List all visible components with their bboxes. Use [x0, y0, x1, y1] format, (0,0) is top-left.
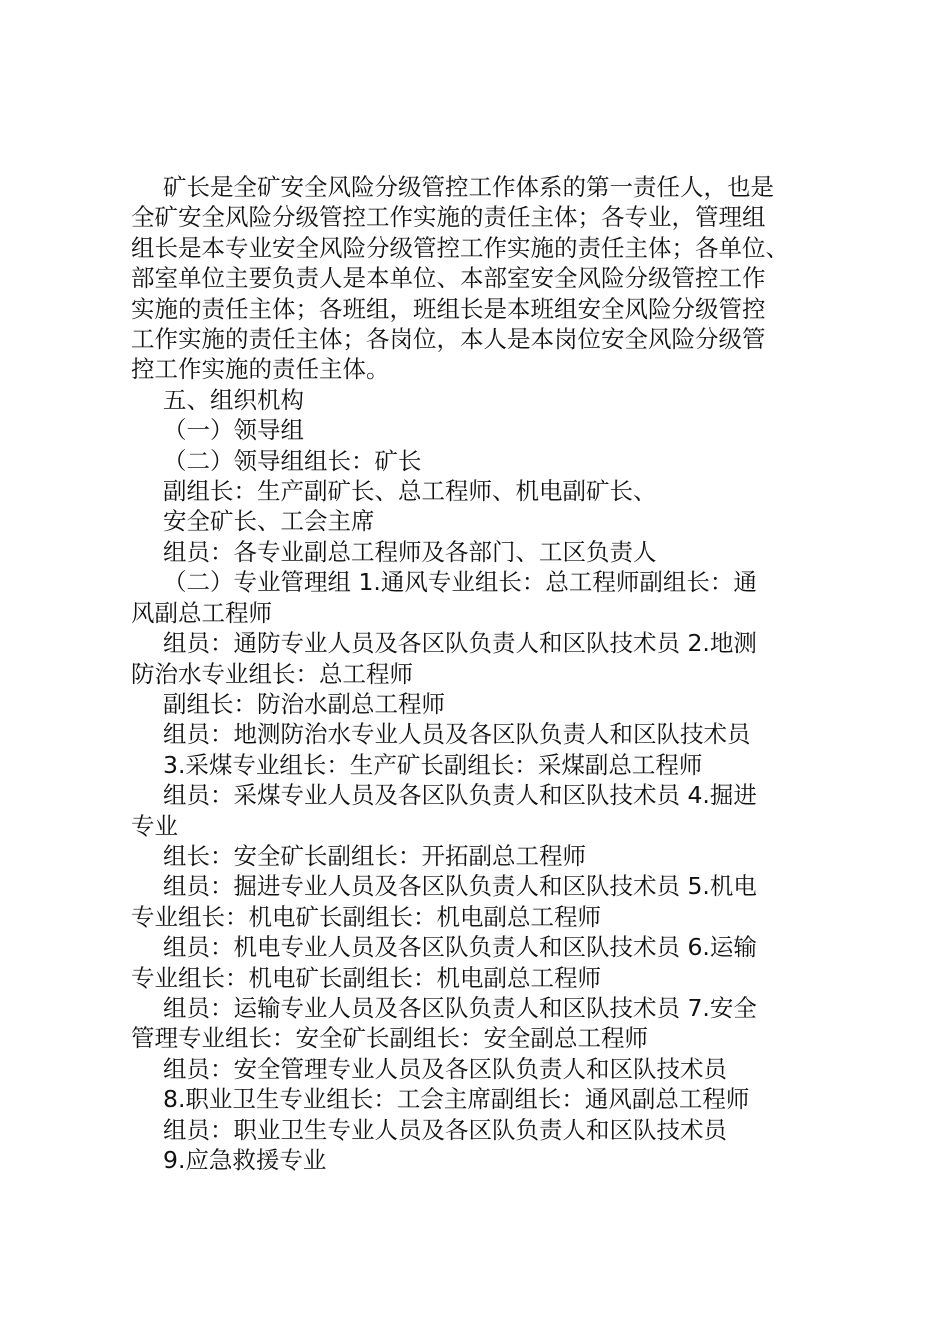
org-line: 9.应急救援专业: [163, 1146, 327, 1174]
org-line: 组员：地测防治水专业人员及各区队负责人和区队技术员: [163, 720, 751, 749]
section-heading: 五、组织机构: [163, 385, 304, 414]
org-line: 防治水专业组长：总工程师: [131, 659, 413, 688]
org-line: 风副总工程师: [131, 598, 272, 627]
intro-line: 矿长是全矿安全风险分级管控工作体系的第一责任人，也是: [163, 173, 774, 201]
org-line: 组长：安全矿长副组长：开拓副总工程师: [163, 841, 586, 870]
org-line: 副组长：防治水副总工程师: [163, 689, 445, 718]
intro-line: 部室单位主要负责人是本单位、本部室安全风险分级管控工作: [131, 264, 766, 293]
org-line: 组员：各专业副总工程师及各部门、工区负责人: [163, 537, 657, 566]
document-page: [131, 172, 821, 1175]
org-line: 8.职业卫生专业组长：工会主席副组长：通风副总工程师: [163, 1085, 750, 1114]
intro-line: 全矿安全风险分级管控工作实施的责任主体；各专业，管理组: [131, 203, 766, 232]
org-line: 专业: [131, 811, 178, 840]
intro-paragraph: [131, 172, 821, 385]
org-line: 管理专业组长：安全矿长副组长：安全副总工程师: [131, 1024, 648, 1053]
org-line: 安全矿长、工会主席: [163, 507, 375, 536]
org-line: 专业组长：机电矿长副组长：机电副总工程师: [131, 902, 601, 931]
org-line: （一）领导组: [163, 416, 304, 445]
intro-line: 控工作实施的责任主体。: [131, 355, 390, 384]
org-line: 组员：机电专业人员及各区队负责人和区队技术员 6.运输: [163, 933, 757, 962]
org-line: 副组长：生产副矿长、总工程师、机电副矿长、: [163, 477, 657, 506]
org-line: 专业组长：机电矿长副组长：机电副总工程师: [131, 963, 601, 992]
org-line: 组员：运输专业人员及各区队负责人和区队技术员 7.安全: [163, 993, 757, 1022]
org-line: （二）领导组组长：矿长: [163, 446, 422, 475]
org-line: 组员：通防专业人员及各区队负责人和区队技术员 2.地测: [163, 629, 757, 658]
org-line: 3.采煤专业组长：生产矿长副组长：采煤副总工程师: [163, 750, 703, 779]
org-structure-list: [131, 415, 821, 1175]
org-line: 组员：采煤专业人员及各区队负责人和区队技术员 4.掘进: [163, 781, 757, 810]
org-line: （二）专业管理组 1.通风专业组长：总工程师副组长：通: [163, 568, 757, 597]
org-line: 组员：掘进专业人员及各区队负责人和区队技术员 5.机电: [163, 872, 757, 901]
org-line: 组员：安全管理专业人员及各区队负责人和区队技术员: [163, 1054, 727, 1083]
intro-line: 组长是本专业安全风险分级管控工作实施的责任主体；各单位、: [131, 233, 789, 262]
intro-line: 实施的责任主体；各班组，班组长是本班组安全风险分级管控: [131, 294, 766, 323]
org-line: 组员：职业卫生专业人员及各区队负责人和区队技术员: [163, 1115, 727, 1144]
intro-line: 工作实施的责任主体；各岗位，本人是本岗位安全风险分级管: [131, 325, 766, 354]
